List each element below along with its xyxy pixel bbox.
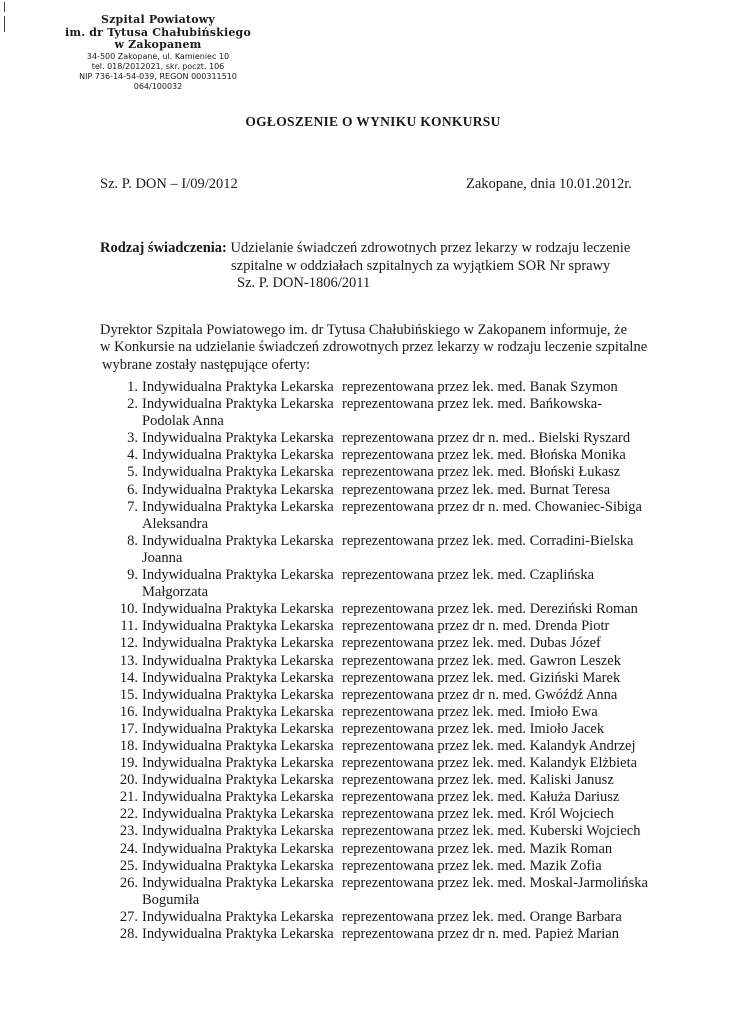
list-item — [100, 601, 690, 618]
offer-practice: Indywidualna Praktyka Lekarska — [142, 601, 334, 618]
offer-number: 9. — [127, 567, 138, 584]
offer-representative: reprezentowana przez lek. med. Imioło Ewa — [342, 703, 598, 720]
offer-representative: reprezentowana przez lek. med. Giziński Marek — [342, 669, 621, 686]
offer-number: 10. — [119, 601, 138, 618]
hospital-name-line2: im. dr Tytusa Chałubińskiego — [65, 25, 251, 39]
offer-representative: reprezentowana przez lek. med. Bańkowska- — [342, 396, 603, 413]
offer-representative: reprezentowana przez lek. med. Kaliski Janusz — [342, 772, 614, 789]
offer-practice: Indywidualna Praktyka Lekarska — [142, 481, 334, 498]
offer-representative: reprezentowana przez lek. med. Kałuża Dariusz — [342, 789, 620, 806]
list-item — [100, 858, 690, 875]
offer-practice: Indywidualna Praktyka Lekarska — [142, 686, 334, 703]
offer-practice: Indywidualna Praktyka Lekarska — [142, 772, 334, 789]
offer-practice: Indywidualna Praktyka Lekarska — [142, 635, 334, 652]
offer-number: 13. — [119, 652, 138, 669]
offer-name-continuation: Podolak Anna — [142, 413, 224, 430]
offer-practice: Indywidualna Praktyka Lekarska — [142, 789, 334, 806]
offer-practice: Indywidualna Praktyka Lekarska — [142, 447, 334, 464]
offer-number: 24. — [119, 840, 138, 857]
offer-number: 17. — [119, 720, 138, 737]
service-type-label: Rodzaj świadczenia: — [100, 240, 227, 256]
list-item — [100, 499, 690, 533]
offer-representative: reprezentowana przez lek. med. Moskal-Jarmolińska — [342, 874, 648, 891]
offer-representative: reprezentowana przez lek. med. Orange Barbara — [342, 908, 622, 925]
offer-practice: Indywidualna Praktyka Lekarska — [142, 498, 334, 515]
offer-practice: Indywidualna Praktyka Lekarska — [142, 703, 334, 720]
offer-number: 28. — [119, 926, 138, 942]
offer-practice: Indywidualna Praktyka Lekarska — [142, 618, 334, 635]
offer-representative: reprezentowana przez lek. med. Imioło Jacek — [342, 720, 605, 737]
intro-line3: wybrane zostały następujące oferty: — [102, 356, 311, 373]
document-title: OGŁOSZENIE O WYNIKU KONKURSU — [245, 114, 501, 129]
service-type — [100, 240, 660, 293]
list-item — [100, 755, 690, 772]
offer-practice: Indywidualna Praktyka Lekarska — [142, 669, 334, 686]
offer-representative: reprezentowana przez dr n. med. Papież Marian — [342, 926, 619, 942]
place-date: Zakopane, dnia 10.01.2012r. — [466, 176, 632, 192]
offer-number: 16. — [119, 703, 138, 720]
list-item — [100, 909, 690, 926]
offer-number: 6. — [127, 481, 138, 498]
list-item — [100, 464, 690, 481]
offer-name-continuation: Aleksandra — [142, 515, 209, 532]
offer-number: 14. — [119, 669, 138, 686]
list-item — [100, 687, 690, 704]
list-item — [100, 670, 690, 687]
offer-practice: Indywidualna Praktyka Lekarska — [142, 806, 334, 823]
offer-number: 12. — [119, 635, 138, 652]
intro-line2: w Konkursie na udzielanie świadczeń zdrowotnych przez lekarzy w rodzaju leczenie szpitalne — [100, 339, 648, 356]
hospital-ids: NIP 736-14-54-039, REGON 000311510 — [79, 71, 237, 81]
offer-representative: reprezentowana przez lek. med. Kalandyk Andrzej — [342, 737, 636, 754]
offer-practice: Indywidualna Praktyka Lekarska — [142, 532, 334, 549]
offer-number: 8. — [127, 532, 138, 549]
offer-representative: reprezentowana przez lek. med. Kuberski Wojciech — [342, 823, 641, 840]
list-item — [100, 533, 690, 567]
service-type-line1: Udzielanie świadczeń zdrowotnych przez lekarzy w rodzaju leczenie — [230, 240, 631, 256]
list-item — [100, 635, 690, 652]
offer-number: 21. — [119, 789, 138, 806]
list-item — [100, 567, 690, 601]
offer-name-continuation: Małgorzata — [142, 584, 209, 601]
list-item — [100, 926, 690, 943]
margin-marks — [4, 2, 7, 32]
offer-practice: Indywidualna Praktyka Lekarska — [142, 430, 334, 447]
hospital-name-line3: w Zakopanem — [114, 38, 202, 52]
offer-representative: reprezentowana przez lek. med. Mazik Roman — [342, 840, 613, 857]
offer-representative: reprezentowana przez dr n. med. Gwóźdź Anna — [342, 686, 618, 703]
hospital-address: 34-500 Zakopane, ul. Kamieniec 10 — [86, 51, 230, 61]
list-item — [100, 653, 690, 670]
offer-number: 19. — [119, 755, 138, 772]
service-type-line2: szpitalne w oddziałach szpitalnych za wyjątkiem SOR Nr sprawy — [231, 257, 611, 274]
offer-number: 15. — [119, 686, 138, 703]
offer-number: 18. — [119, 737, 138, 754]
offer-number: 22. — [119, 806, 138, 823]
offer-representative: reprezentowana przez lek. med. Corradini-Bielska — [342, 532, 634, 549]
offer-practice: Indywidualna Praktyka Lekarska — [142, 737, 334, 754]
offer-name-continuation: Bogumiła — [142, 891, 200, 908]
offer-number: 27. — [119, 908, 138, 925]
offer-number: 4. — [127, 447, 138, 464]
offer-representative: reprezentowana przez lek. med. Król Wojciech — [342, 806, 614, 823]
offer-practice: Indywidualna Praktyka Lekarska — [142, 840, 334, 857]
list-item — [100, 841, 690, 858]
hospital-name-line1: Szpital Powiatowy — [100, 13, 216, 26]
offer-practice: Indywidualna Praktyka Lekarska — [142, 926, 334, 942]
offer-number: 26. — [119, 874, 138, 891]
offer-representative: reprezentowana przez lek. med. Gawron Leszek — [342, 652, 621, 669]
offer-practice: Indywidualna Praktyka Lekarska — [142, 857, 334, 874]
offer-practice: Indywidualna Praktyka Lekarska — [142, 396, 334, 413]
list-item — [100, 806, 690, 823]
offer-practice: Indywidualna Praktyka Lekarska — [142, 652, 334, 669]
offer-representative: reprezentowana przez lek. med. Błoński Łukasz — [342, 464, 621, 481]
offer-number: 5. — [127, 464, 138, 481]
offer-representative: reprezentowana przez lek. med. Burnat Teresa — [342, 481, 611, 498]
list-item — [100, 721, 690, 738]
offer-representative: reprezentowana przez lek. med. Banak Szymon — [342, 379, 618, 395]
offer-practice: Indywidualna Praktyka Lekarska — [142, 823, 334, 840]
offer-practice: Indywidualna Praktyka Lekarska — [142, 755, 334, 772]
offer-representative: reprezentowana przez dr n. med.. Bielski Ryszard — [342, 430, 631, 447]
list-item — [100, 379, 690, 396]
offer-number: 3. — [127, 430, 138, 447]
offer-practice: Indywidualna Praktyka Lekarska — [142, 567, 334, 584]
list-item — [100, 704, 690, 721]
list-item — [100, 875, 690, 909]
list-item — [100, 447, 690, 464]
intro-paragraph — [100, 322, 680, 374]
offer-number: 20. — [119, 772, 138, 789]
list-item — [100, 396, 690, 430]
offer-representative: reprezentowana przez dr n. med. Chowaniec-Sibiga — [342, 498, 642, 515]
offer-practice: Indywidualna Praktyka Lekarska — [142, 908, 334, 925]
offer-representative: reprezentowana przez lek. med. Mazik Zofia — [342, 857, 602, 874]
offer-number: 11. — [120, 618, 138, 635]
list-item — [100, 789, 690, 806]
offer-number: 7. — [127, 498, 138, 515]
offers-list — [100, 379, 690, 943]
offer-representative: reprezentowana przez lek. med. Dereziński Roman — [342, 601, 638, 618]
offer-number: 25. — [119, 857, 138, 874]
list-item — [100, 823, 690, 840]
list-item — [100, 738, 690, 755]
list-item — [100, 430, 690, 447]
offer-practice: Indywidualna Praktyka Lekarska — [142, 464, 334, 481]
offer-representative: reprezentowana przez lek. med. Błońska Monika — [342, 447, 626, 464]
list-item — [100, 618, 690, 635]
offer-number: 23. — [119, 823, 138, 840]
offer-practice: Indywidualna Praktyka Lekarska — [142, 874, 334, 891]
reference-number: Sz. P. DON – I/09/2012 — [100, 176, 238, 192]
hospital-phone: tel. 018/2012021, skr. poczt. 106 — [91, 61, 225, 71]
offer-representative: reprezentowana przez lek. med. Czaplińska — [342, 567, 595, 584]
list-item — [100, 772, 690, 789]
service-type-line3: Sz. P. DON-1806/2011 — [237, 275, 371, 291]
intro-line1: Dyrektor Szpitala Powiatowego im. dr Tytusa Chałubińskiego w Zakopanem informuje, że — [100, 322, 628, 338]
offer-number: 2. — [127, 396, 138, 413]
offer-representative: reprezentowana przez lek. med. Kalandyk Elżbieta — [342, 755, 638, 772]
offer-name-continuation: Joanna — [142, 549, 183, 566]
hospital-ids-2: 064/100032 — [133, 81, 183, 91]
hospital-stamp — [60, 14, 256, 92]
offer-number: 1. — [127, 379, 138, 395]
offer-representative: reprezentowana przez dr n. med. Drenda Piotr — [342, 618, 610, 635]
list-item — [100, 482, 690, 499]
offer-practice: Indywidualna Praktyka Lekarska — [142, 720, 334, 737]
offer-representative: reprezentowana przez lek. med. Dubas Józef — [342, 635, 601, 652]
offer-practice: Indywidualna Praktyka Lekarska — [142, 379, 334, 395]
